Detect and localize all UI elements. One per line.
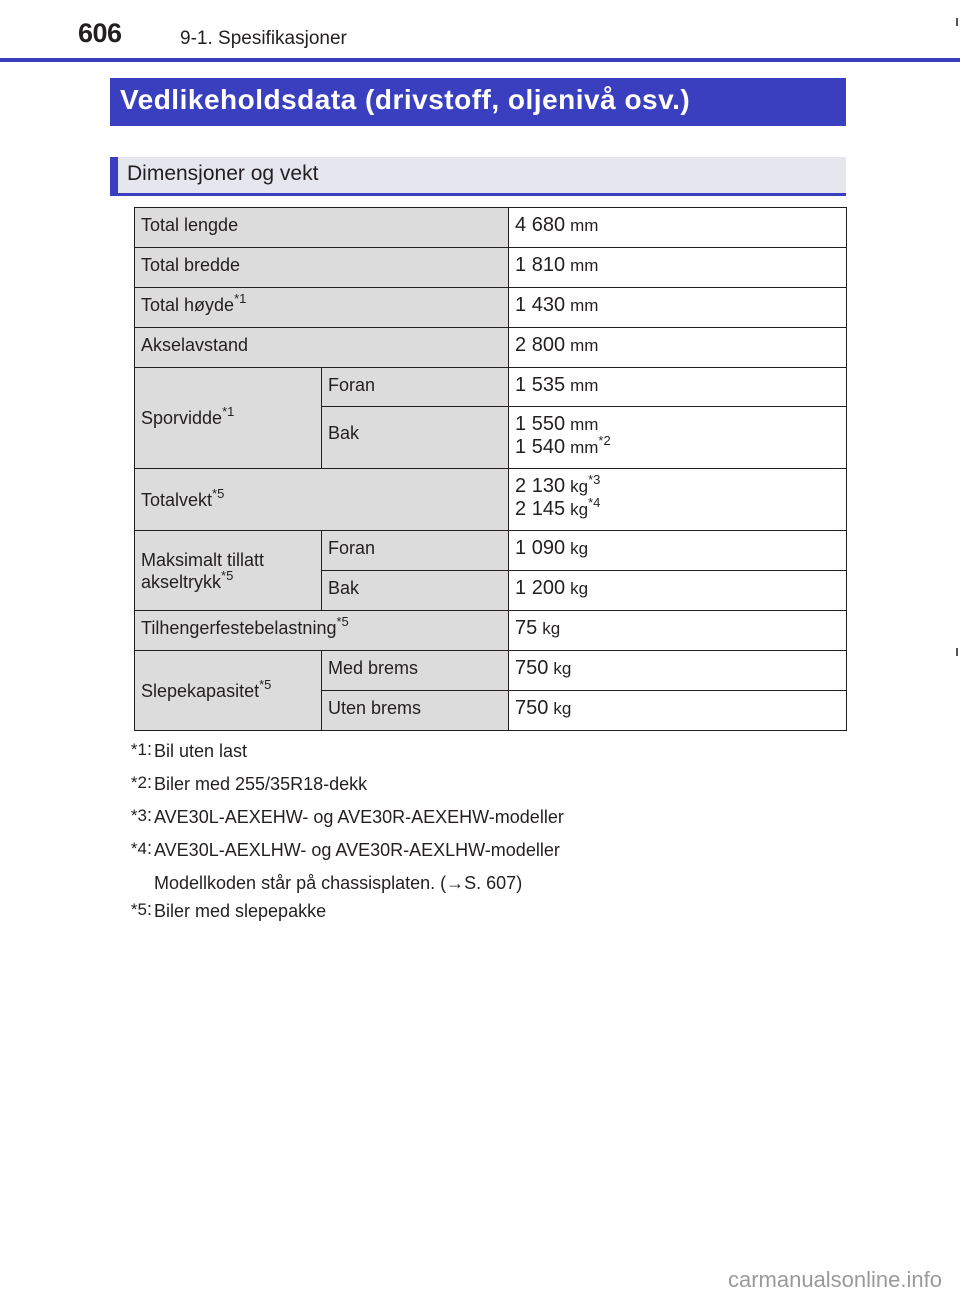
row-value: 2 800 mm [509,328,847,368]
row-value: 1 550 mm 1 540 $mm^{*2}$ [509,407,847,469]
row-value: 750 kg [509,651,847,691]
header-rule [0,58,960,62]
row-value: 2 130 $kg^{*3}$ 2 145 $kg^{*4}$ [509,469,847,531]
row-value: 4 680 mm [509,208,847,248]
sub-label: Med brems [322,651,509,691]
footnote: *2: Biler med 255/35R18-dekk [130,772,368,794]
watermark: carmanualsonline.info [727,1267,942,1292]
row-label: Maksimalt tillatt akseltrykk$^{*5}$ [135,531,322,611]
row-label: Sporvidde$^{*1}$ [135,368,322,469]
footnote: *4: AVE30L-AEXLHW- og AVE30R-AEXLHW-modeller [130,838,560,860]
subsection-bar [110,157,846,196]
corner-tick [956,18,958,26]
table-row [135,611,847,651]
footnote: Modellkoden står på chassisplaten. (→S. 607) [154,873,523,893]
row-label: Akselavstand [135,328,509,368]
table-row [135,208,847,248]
row-label: Total lengde [135,208,509,248]
sub-label: Uten brems [322,691,509,731]
row-value: 75 kg [509,611,847,651]
page-title: Vedlikeholdsdata (drivstoff, oljenivå osv.) [120,84,691,115]
footnote: *5: Biler med slepepakke [130,899,327,921]
subsection-accent [110,157,118,193]
sub-label: Foran [322,531,509,571]
spec-table [134,207,847,731]
page-title-bar [110,78,846,126]
table-row [135,368,847,407]
table-row [135,248,847,288]
row-label: Total bredde [135,248,509,288]
table-row [135,288,847,328]
footnotes [120,738,840,931]
sub-label: Foran [322,368,509,407]
footnote: *3: AVE30L-AEXEHW- og AVE30R-AEXEHW-modeller [130,805,564,827]
row-label: Slepekapasitet$^{*5}$ [135,651,322,731]
table-row [135,469,847,531]
subsection-title: Dimensjoner og vekt [127,162,319,185]
row-value: 1 535 mm [509,368,847,407]
row-label: Tilhengerfestebelastning$^{*5}$ [135,611,509,651]
row-value: 750 kg [509,691,847,731]
row-value: 1 810 mm [509,248,847,288]
corner-tick [956,648,958,656]
footnote: *1: Bil uten last [130,739,248,761]
row-label: Total høyde$^{*1}$ [135,288,509,328]
section-title: 9-1. Spesifikasjoner [180,28,347,49]
sub-label: Bak [322,407,509,469]
table-row [135,531,847,571]
row-value: 1 430 mm [509,288,847,328]
sub-label: Bak [322,571,509,611]
row-value: 1 090 kg [509,531,847,571]
row-label: Totalvekt$^{*5}$ [135,469,509,531]
row-value: 1 200 kg [509,571,847,611]
page-number: 606 [78,18,122,48]
table-row [135,651,847,691]
table-row [135,328,847,368]
